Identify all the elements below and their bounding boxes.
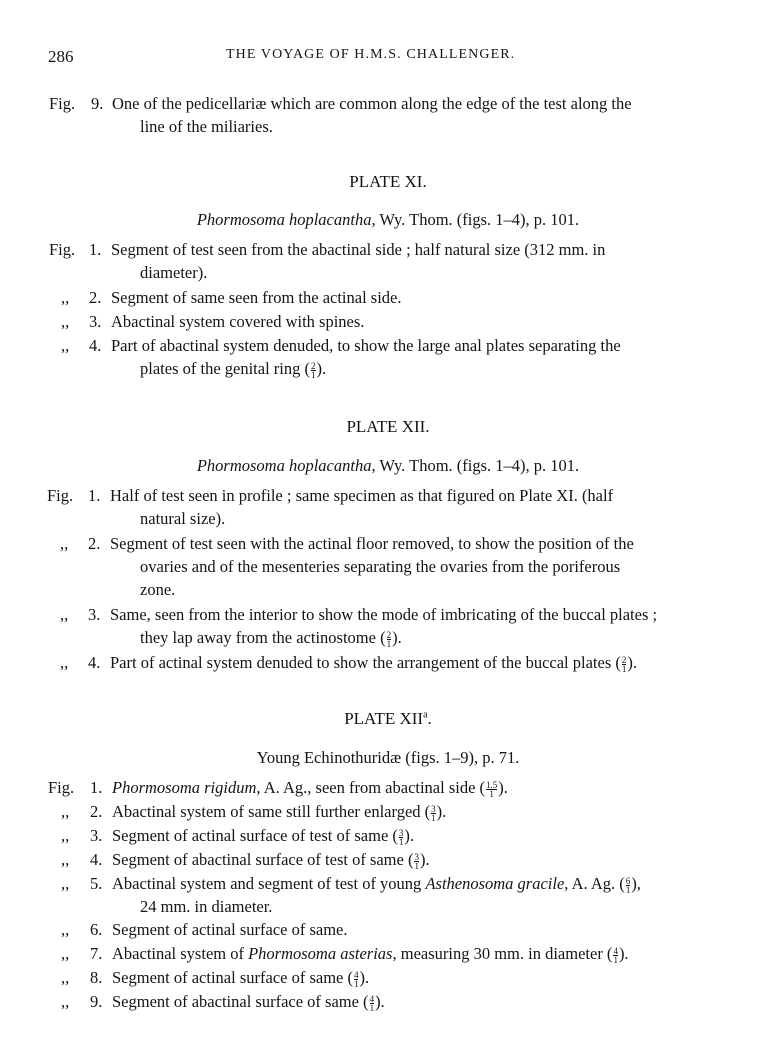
fig-caption-line: line of the miliaries.	[140, 117, 273, 136]
species-name: Asthenosoma gracile	[425, 874, 565, 893]
fig-number: 6.	[90, 920, 103, 939]
fig-number: 3.	[89, 312, 102, 331]
magnification-fraction: $\frac{3}{1}$	[431, 803, 436, 823]
fig-caption-line: Segment of test seen with the actinal floor removed, to show the position of the	[110, 534, 634, 553]
fig-number: 1.	[89, 240, 102, 259]
fig-number: 5.	[90, 874, 103, 893]
magnification-fraction: $\frac{4}{1}$	[353, 969, 359, 989]
fig-label: Fig.	[49, 94, 76, 113]
species-name: Phormosoma rigidum	[112, 778, 257, 797]
magnification-fraction: $\frac{4}{1}$	[369, 993, 375, 1013]
magnification-fraction: $\frac{2}{1}$	[621, 654, 627, 674]
page-number: 286	[48, 47, 74, 66]
fig-caption-line: diameter).	[140, 263, 208, 282]
fig-number: 1.	[90, 778, 103, 797]
plate-heading: PLATE XII$^a$.	[344, 709, 432, 728]
magnification-fraction: $\frac{6}{1}$	[625, 875, 631, 895]
fig-caption-line: Segment of same seen from the actinal side.	[111, 288, 402, 307]
plate-heading: PLATE XII.	[346, 417, 430, 436]
fig-caption-line: Segment of actinal surface of same ( $\frac{4}{1}$ ).	[112, 968, 370, 989]
fig-number: 9.	[91, 94, 104, 113]
magnification-fraction: $\frac{2}{1}$	[311, 360, 316, 380]
ditto-mark: ,,	[61, 874, 70, 893]
plate-subtitle	[0, 456, 776, 476]
fig-number: 2.	[90, 802, 103, 821]
fig-caption-line: Segment of test seen from the abactinal side ; half natural size (312 mm. in	[111, 240, 606, 259]
fig-caption-line: plates of the genital ring ( $\frac{2}{1}$ ).	[140, 359, 327, 380]
fig-number: 1.	[88, 486, 101, 505]
species-name: Phormosoma asterias	[248, 944, 393, 963]
fig-label: Fig.	[47, 486, 74, 505]
fig-number: 3.	[90, 826, 103, 845]
magnification-fraction: $\frac{4}{1}$	[613, 945, 618, 965]
fig-caption-line: Same, seen from the interior to show the mode of imbricating of the buccal plates ;	[110, 605, 658, 624]
fig-caption-line: Segment of actinal surface of test of same ( $\frac{3}{1}$ ).	[112, 826, 415, 847]
fig-number: 4.	[88, 653, 101, 672]
ditto-mark: ,,	[61, 802, 70, 821]
plate-heading-superscript: a	[423, 709, 428, 721]
ditto-mark: ,,	[61, 288, 70, 307]
running-title: THE VOYAGE OF H.M.S. CHALLENGER.	[226, 47, 516, 62]
species-authority: , Wy. Thom. (figs. 1–4), p. 101.	[371, 210, 580, 229]
ditto-mark: ,,	[61, 920, 70, 939]
fig-caption-line: Abactinal system and segment of test of young Asthenosoma gracile, A. Ag. ( $\frac{6}{1}$ ),	[112, 874, 641, 895]
ditto-mark: ,,	[61, 336, 70, 355]
ditto-mark: ,,	[60, 653, 69, 672]
fig-number: 2.	[88, 534, 101, 553]
plate-subtitle	[0, 210, 776, 230]
caption-text: Part of actinal system denuded to show the arrangement of the buccal plates (	[110, 653, 621, 672]
ditto-mark: ,,	[61, 312, 70, 331]
plate-subtitle: Young Echinothuridæ (figs. 1–9), p. 71.	[256, 748, 520, 767]
fig-number: 8.	[90, 968, 103, 987]
fig-label: Fig.	[49, 240, 76, 259]
magnification-fraction: $\frac{1.5}{1}$	[486, 779, 498, 799]
fig-caption-line: 24 mm. in diameter.	[140, 897, 273, 916]
ditto-mark: ,,	[61, 992, 70, 1011]
ditto-mark: ,,	[61, 968, 70, 987]
fig-number: 3.	[88, 605, 101, 624]
species-authority: , Wy. Thom. (figs. 1–4), p. 101.	[371, 456, 580, 475]
species-name: Phormosoma hoplacantha	[196, 456, 372, 475]
fig-caption-line: Part of actinal system denuded to show the arrangement of the buccal plates ( $\frac{2}{1}$ ).	[110, 653, 637, 674]
caption-text: plates of the genital ring (	[140, 359, 310, 378]
fig-number: 4.	[90, 850, 103, 869]
fig-caption-line: Abactinal system of Phormosoma asterias, measuring 30 mm. in diameter ( $\frac{4}{1}$ ).	[112, 944, 629, 965]
fig-caption-line: Part of abactinal system denuded, to show the large anal plates separating the	[111, 336, 621, 355]
magnification-fraction: $\frac{3}{1}$	[414, 851, 419, 871]
fig-label: Fig.	[48, 778, 75, 797]
species-name: Phormosoma hoplacantha	[196, 210, 372, 229]
fig-caption-line: Phormosoma rigidum, A. Ag., seen from abactinal side ( $\frac{1.5}{1}$ ).	[112, 778, 508, 799]
fig-caption-line: they lap away from the actinostome ( $\frac{2}{1}$ ).	[140, 628, 402, 649]
plate-heading: PLATE XI.	[349, 172, 427, 191]
fig-caption-line: zone.	[140, 580, 176, 599]
fig-number: 4.	[89, 336, 102, 355]
ditto-mark: ,,	[60, 534, 69, 553]
fig-caption-line: natural size).	[140, 509, 226, 528]
ditto-mark: ,,	[61, 944, 70, 963]
ditto-mark: ,,	[61, 850, 70, 869]
caption-text: they lap away from the actinostome (	[140, 628, 386, 647]
magnification-fraction: $\frac{2}{1}$	[386, 629, 392, 649]
fig-caption-line: ovaries and of the mesenteries separating the ovaries from the poriferous	[140, 557, 621, 576]
fig-caption-line: One of the pedicellariæ which are common along the edge of the test along the	[112, 94, 632, 113]
fig-caption-line: Half of test seen in profile ; same specimen as that figured on Plate XI. (half	[110, 486, 614, 505]
magnification-fraction: $\frac{3}{1}$	[398, 827, 404, 847]
ditto-mark: ,,	[61, 826, 70, 845]
fig-caption-line: Segment of abactinal surface of test of same ( $\frac{3}{1}$ ).	[112, 850, 430, 871]
fig-caption-line: Segment of actinal surface of same.	[112, 920, 348, 939]
fig-caption-line: Abactinal system covered with spines.	[111, 312, 365, 331]
ditto-mark: ,,	[60, 605, 69, 624]
fig-caption-line: Abactinal system of same still further enlarged ( $\frac{3}{1}$ ).	[112, 802, 447, 823]
fig-number: 9.	[90, 992, 103, 1011]
fig-number: 7.	[90, 944, 103, 963]
fig-caption-line: Segment of abactinal surface of same ( $\frac{4}{1}$ ).	[112, 992, 385, 1013]
fig-number: 2.	[89, 288, 102, 307]
